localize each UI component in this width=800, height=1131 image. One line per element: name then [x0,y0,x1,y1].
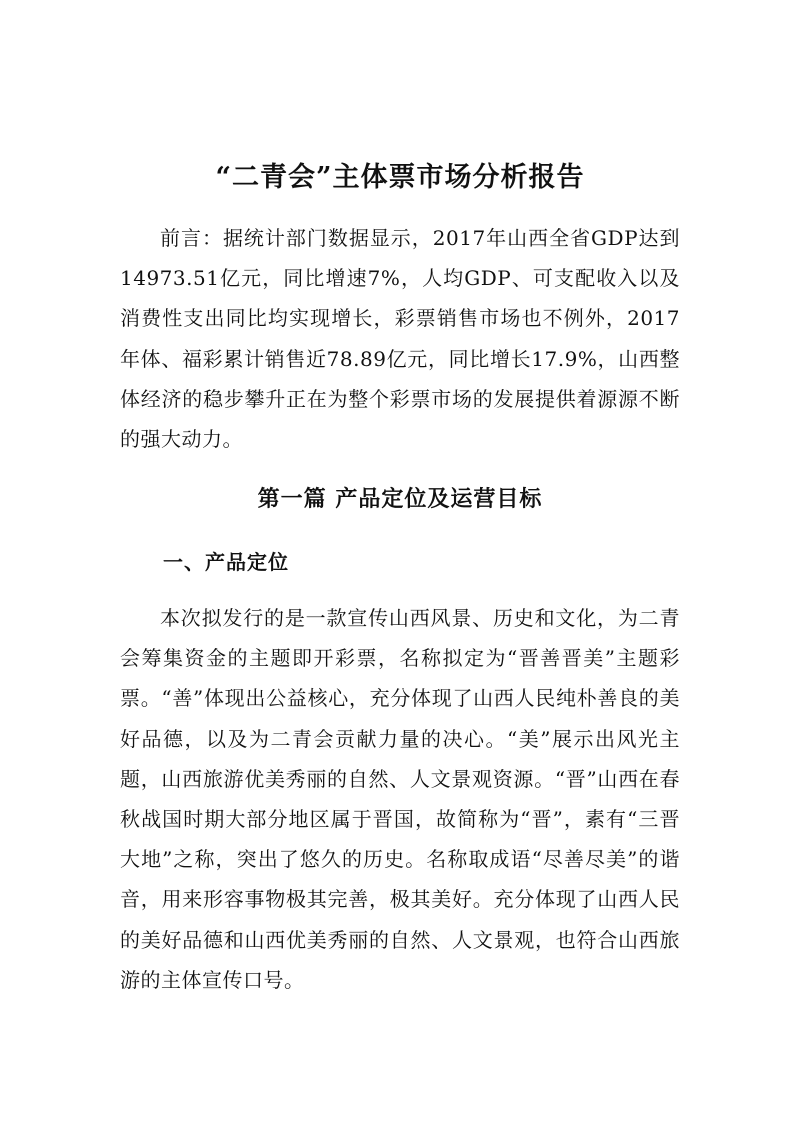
subsection-body-paragraph: 本次拟发行的是一款宣传山西风景、历史和文化，为二青会筹集资金的主题即开彩票，名称拟定为“晋善晋美”主题彩票。“善”体现出公益核心，充分体现了山西人民纯朴善良的美好品德，以及为二青会贡献力量的决心。“美”展示出风光主题，山西旅游优美秀丽的自然、人文景观资源。“晋”山西在春秋战国时期大部分地区属于晋国，故简称为“晋”，素有“三晋大地”之称，突出了悠久的历史。名称取成语“尽善尽美”的谐音，用来形容事物极其完善，极其美好。充分体现了山西人民的美好品德和山西优美秀丽的自然、人文景观，也符合山西旅游的主体宣传口号。 [120,606,680,992]
document-title: “二青会”主体票市场分析报告 [215,162,585,193]
subsection-title: 一、产品定位 [163,550,289,574]
intro-paragraph: 前言：据统计部门数据显示，2017年山西全省GDP达到14973.51亿元，同比增速7%，人均GDP、可支配收入以及消费性支出同比均实现增长，彩票销售市场也不例外，2017年体、福彩累计销售近78.89亿元，同比增长17.9%，山西整体经济的稳步攀升正在为整个彩票市场的发展提供着源源不断的强大动力。 [120,226,680,452]
section-title: 第一篇 产品定位及运营目标 [257,486,543,512]
